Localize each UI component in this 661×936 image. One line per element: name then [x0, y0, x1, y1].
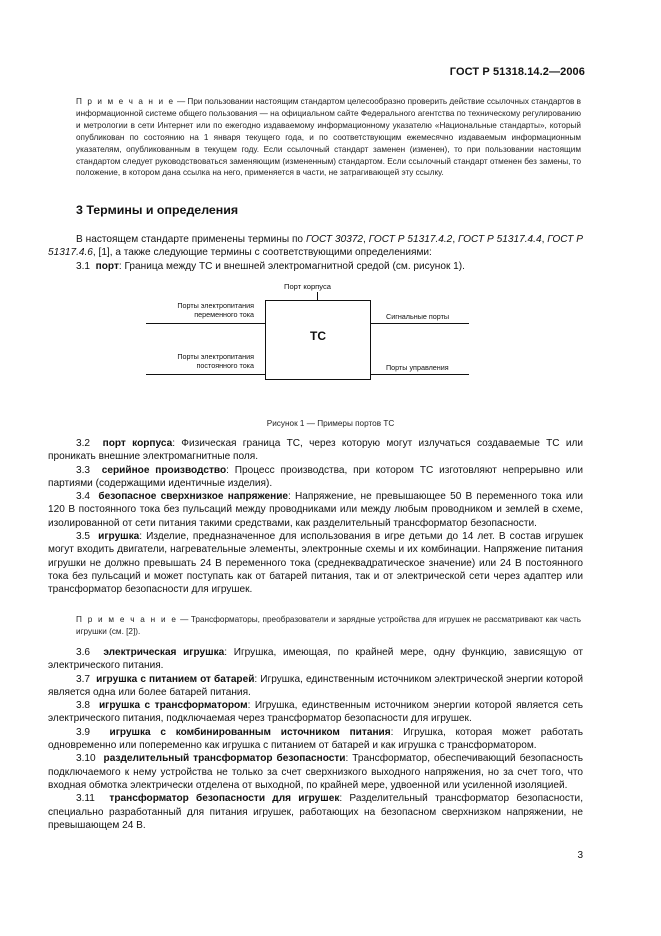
term-name: порт	[95, 260, 119, 272]
dc-power-port-line	[146, 374, 265, 375]
figure-caption: Рисунок 1 — Примеры портов ТС	[266, 419, 395, 428]
term-definition: : Игрушка, которая может работать одновременно или попеременно как игрушка с питанием от батарей и как игрушка с трансформатором.	[48, 726, 583, 752]
label-line: Порты электропитания	[177, 352, 254, 361]
term-number: 3.6	[76, 647, 91, 658]
intro-text: , [1], а также следующие термины с соответствующими определениями:	[92, 247, 432, 259]
figure-ports-diagram	[140, 280, 480, 390]
control-ports-label: Порты управления	[386, 363, 449, 372]
term-name: игрушка с трансформатором	[98, 700, 248, 712]
standard-ref: ГОСТ Р 51317.4.2	[368, 234, 453, 245]
term-definition: : Процесс производства, при котором ТС изготовляют непрерывно или партиями (содержащими идентичные изделия).	[48, 464, 583, 489]
term-number: 3.9	[76, 726, 91, 738]
term-name: разделительный трансформатор безопасности	[103, 753, 346, 765]
enclosure-port-label: Порт корпуса	[284, 282, 332, 291]
page-number: 3	[577, 850, 583, 861]
term-name: трансформатор безопасности для игрушек	[109, 793, 340, 805]
reference-note	[76, 96, 581, 179]
term-definition: : Игрушка, единственным источником энергии которой является сеть электрического питания, подключаемая через трансформатор безопасности для игрушек.	[48, 700, 583, 725]
term-number: 3.10	[76, 753, 96, 765]
term-definition: : Граница между ТС и внешней электромагнитной средой (см. рисунок 1).	[118, 260, 465, 272]
term-definition: : Изделие, предназначенное для использования в игре детьми до 14 лет. В состав игрушек могут входить двигатели, нагревательные элементы, электронные схемы и их комбинации. Напряжение питания игрушки не должно превышать 24 В переменного тока (среднеквадратическое значение) или 24 В постоянного тока без пульсаций и может поступать как от батарей питания, так и от электрической сети через адаптер или трансформатор безопасности для игрушек.	[48, 531, 583, 596]
term-definition: : Напряжение, не превышающее 50 В переменного тока или 120 В постоянного тока без пульсаций между проводниками или между любым проводником и землей в схеме, изолированной от сети питания такими средствами, как разделительный трансформатор безопасности.	[48, 491, 584, 529]
term-definition: : Игрушка, имеющая, по крайней мере, одну функцию, зависящую от электрического питания.	[48, 647, 584, 672]
ac-power-port-label	[154, 301, 254, 319]
note-prefix: П р и м е ч а н и е	[76, 615, 178, 624]
label-line: переменного тока	[194, 310, 254, 319]
term-number: 3.3	[76, 464, 91, 476]
terms-block-2	[48, 646, 583, 832]
term-3-1	[48, 260, 583, 273]
standard-ref: ГОСТ 30372	[305, 234, 364, 245]
term-definition: : Разделительный трансформатор безопасности, специально разработанный для питания игрушек, работающих на безопасном сверхнизком напряжении, не превышающем 24 В.	[48, 793, 583, 831]
term-name: игрушка	[98, 531, 140, 543]
label-line: постоянного тока	[196, 361, 254, 370]
term-name: порт корпуса	[102, 438, 173, 449]
term-number: 3.2	[76, 438, 91, 449]
separator: ,	[541, 234, 548, 245]
equipment-box	[265, 300, 371, 380]
term-3-6	[48, 646, 583, 673]
term-name: безопасное сверхнизкое напряжение	[98, 491, 289, 503]
term-3-10	[48, 752, 583, 792]
term-3-2	[48, 437, 583, 464]
standard-ref: ГОСТ Р 51317.4.4	[458, 234, 542, 245]
separator: ,	[363, 234, 369, 245]
term-name: серийное производство	[101, 464, 227, 476]
term-number: 3.4	[76, 491, 91, 503]
term-definition: : Игрушка, единственным источником электрической энергии которой является одна или более батарей питания.	[48, 673, 583, 698]
term-definition: : Физическая граница ТС, через которую могут излучаться создаваемые ТС или проникать внешние электромагнитные поля.	[48, 438, 584, 463]
note-prefix: П р и м е ч а н и е	[76, 97, 175, 106]
section-intro	[48, 233, 583, 273]
enclosure-port-line	[317, 292, 318, 300]
terms-block-1	[48, 437, 583, 597]
term-name: игрушка с питанием от батарей	[96, 673, 255, 685]
term-3-11	[48, 792, 583, 832]
term-3-7	[48, 673, 583, 700]
signal-ports-line	[371, 323, 469, 324]
term-3-9	[48, 726, 583, 753]
term-name: игрушка с комбинированным источником питания	[109, 726, 391, 738]
term-number: 3.7	[76, 673, 91, 685]
intro-text: В настоящем стандарте применены термины по	[76, 234, 306, 245]
standard-ref: ГОСТ Р 51317.4.6	[48, 234, 584, 259]
document-id-header: ГОСТ Р 51318.14.2—2006	[449, 66, 585, 78]
term-3-5	[48, 530, 583, 596]
term-definition: : Трансформатор, обеспечивающий безопасность подключаемого к нему устройства не только за счет сверхнизкого выходного напряжения, но за счет того, что входная обмотка электрически отделена от выходной, по крайней мере, удвоенной или усиленной изоляцией.	[48, 753, 583, 791]
note-text: — Трансформаторы, преобразователи и зарядные устройства для игрушек не рассматривают как часть игрушки (см. [2]).	[76, 615, 581, 636]
section-title: 3 Термины и определения	[76, 203, 239, 217]
term-number: 3.8	[76, 700, 91, 712]
term-name: электрическая игрушка	[103, 647, 225, 658]
dc-power-port-label	[154, 352, 254, 370]
term-number: 3.5	[76, 531, 91, 543]
term-3-3	[48, 464, 583, 491]
signal-ports-label: Сигнальные порты	[386, 312, 450, 321]
separator: ,	[452, 234, 459, 245]
control-ports-line	[371, 374, 469, 375]
term-number: 3.1	[76, 260, 91, 272]
note-text: — При пользовании настоящим стандартом целесообразно проверить действие ссылочных стандартов в информационной системе общего пользования — на официальном сайте Федерального агентства по техническому регулированию и метрологии в сети Интернет или по ежегодно издаваемому информационному указателю «Национальные стандарты», который опубликован по состоянию на 1 января текущего года, и по соответствующим ежемесячно издаваемым информационным указателям, опубликованным в текущем году. Если ссылочный стандарт заменен (изменен), то при пользовании настоящим стандартом следует руководствоваться заменяющим (измененным) стандартом. Если ссылочный стандарт отменен без замены, то положение, в котором дана ссылка на него, применяется в части, не затрагивающей эту ссылку.	[76, 97, 581, 178]
ac-power-port-line	[146, 323, 265, 324]
term-3-4	[48, 490, 583, 530]
label-line: Порты электропитания	[177, 301, 254, 310]
term-number: 3.11	[76, 793, 95, 805]
term-3-8	[48, 699, 583, 726]
toy-note	[76, 614, 581, 638]
equipment-box-label: ТС	[310, 329, 326, 343]
